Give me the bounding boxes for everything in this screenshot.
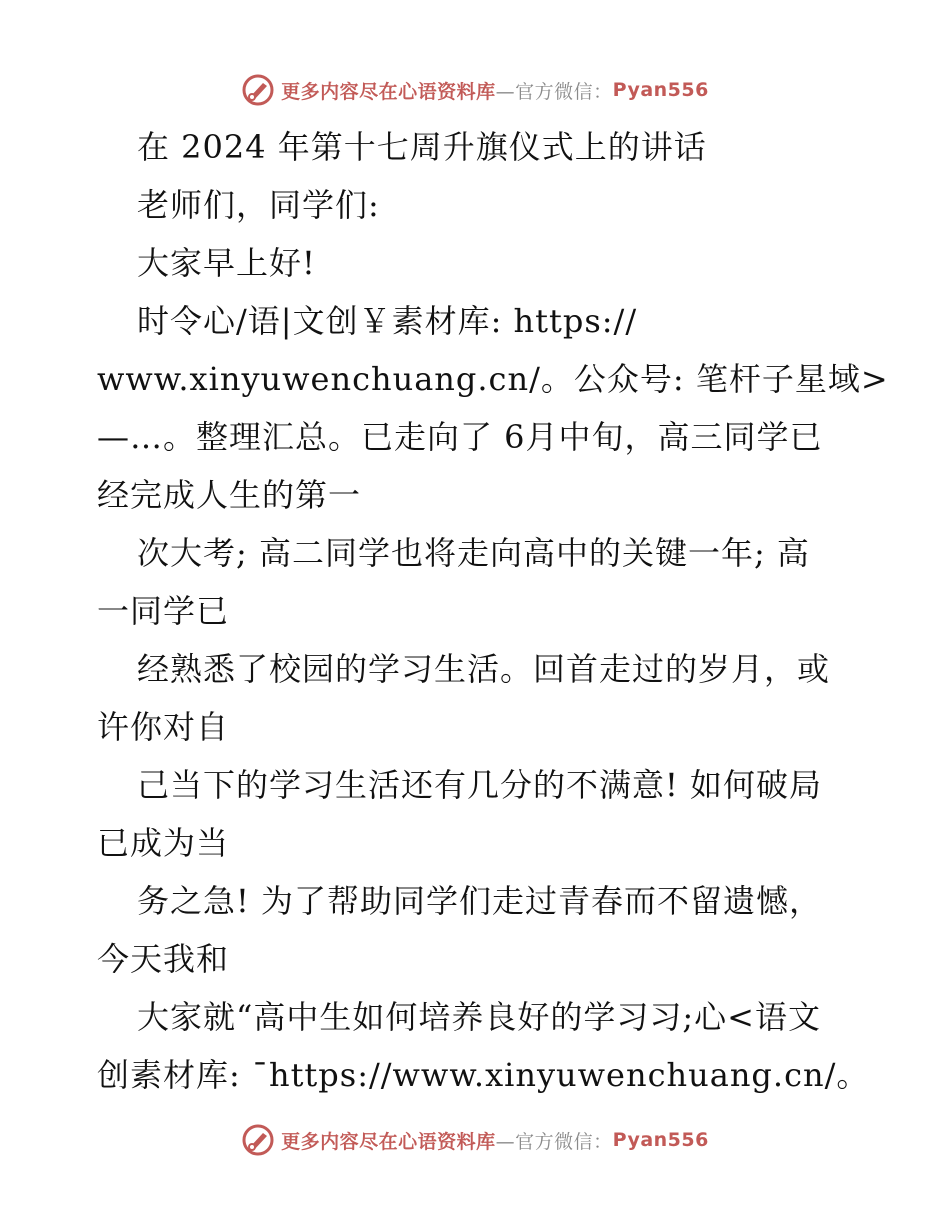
doc-line: 经完成人生的第一 [97, 476, 362, 514]
doc-line: —…。整理汇总。已走向了 6月中旬，高三同学已 [97, 418, 823, 456]
brand-logo-icon [241, 1123, 275, 1157]
banner-text-id: Pyan556 [612, 1129, 709, 1151]
footer-banner [0, 1120, 950, 1160]
banner-text-main: 更多内容尽在心语资料库 [281, 1130, 496, 1153]
doc-line: 老师们，同学们: [137, 186, 380, 224]
doc-line: www.xinyuwenchuang.cn/。公众号: 笔杆子星域> [97, 360, 889, 398]
doc-line: 一同学已 [97, 592, 230, 630]
document-body [97, 118, 889, 1104]
doc-line: 时令心/语|文创￥素材库: https:// [137, 302, 638, 340]
banner-text-id: Pyan556 [612, 79, 709, 101]
banner-text-sep: —官方微信： [495, 80, 613, 103]
doc-line: 大家就“高中生如何培养良好的学习习;心<语文 [137, 998, 821, 1036]
doc-line: 创素材库: ¯https://www.xinyuwenchuang.cn/。 [97, 1056, 870, 1094]
banner-text-sep: —官方微信： [495, 1130, 613, 1153]
brand-logo-icon [241, 73, 275, 107]
doc-line: 务之急! 为了帮助同学们走过青春而不留遗憾， [137, 882, 823, 920]
doc-line: 次大考; 高二同学也将走向高中的关键一年; 高 [137, 534, 810, 572]
doc-line: 在 2024 年第十七周升旗仪式上的讲话 [137, 128, 707, 166]
doc-line: 己当下的学习生活还有几分的不满意! 如何破局 [137, 766, 823, 804]
banner-text-main: 更多内容尽在心语资料库 [281, 80, 496, 103]
doc-line: 经熟悉了校园的学习生活。回首走过的岁月，或 [137, 650, 831, 688]
header-banner [0, 70, 950, 110]
doc-line: 许你对自 [97, 708, 230, 746]
doc-line: 大家早上好! [137, 244, 316, 282]
doc-line: 已成为当 [97, 824, 230, 862]
doc-line: 今天我和 [97, 940, 230, 978]
